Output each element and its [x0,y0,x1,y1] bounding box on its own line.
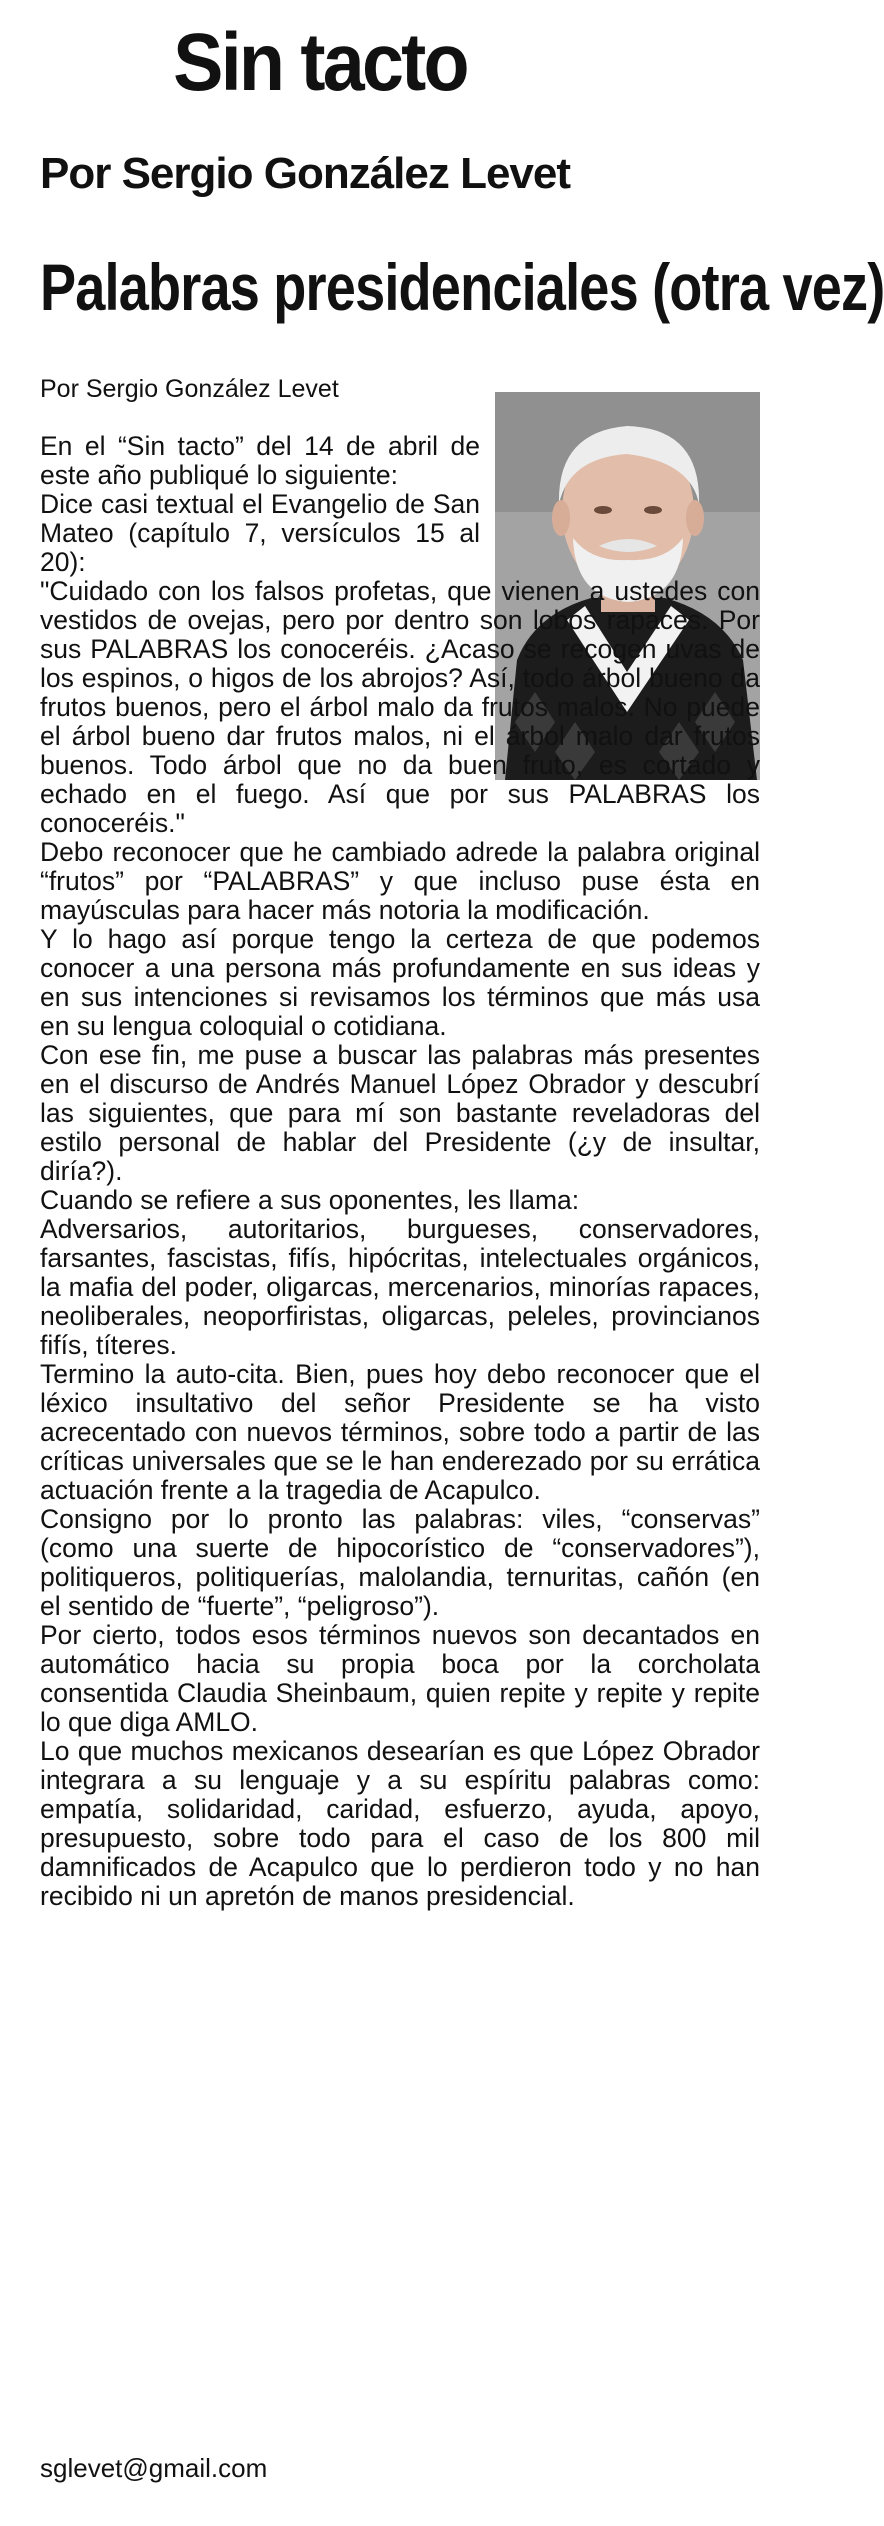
column-title: Sin tacto [173,17,467,108]
paragraph: Y lo hago así porque tengo la certeza de que podemos conocer a una persona más profundamente en sus ideas y en sus intenciones si revisamos los términos que más usa en su lengua coloquial o cotidiana. [40,924,760,1041]
paragraph: Por cierto, todos esos términos nuevos son decantados en automático hacia su propia boca por la corcholata consentida Claudia Sheinbaum, quien repite y repite y repite lo que diga AMLO. [40,1620,760,1737]
paragraph: Adversarios, autoritarios, burgueses, conservadores, farsantes, fascistas, fifís, hipócritas, intelectuales orgánicos, la mafia del poder, oligarcas, mercenarios, minorías rapaces, neoliberales, neoporfiristas, oligarcas, peleles, provincianos fifís, títeres. [40,1214,760,1360]
paragraph: Debo reconocer que he cambiado adrede la palabra original “frutos” por “PALABRAS” y que incluso puse ésta en mayúsculas para hacer más notoria la modificación. [40,837,760,925]
paragraph: Con ese fin, me puse a buscar las palabras más presentes en el discurso de Andrés Manuel López Obrador y descubrí las siguientes, que para mí son bastante reveladoras del estilo personal de hablar del Presidente (¿y de insultar, diría?). [40,1040,760,1186]
article-body [40,432,760,1911]
article-byline: Por Sergio González Levet [40,375,339,403]
paragraph: Dice casi textual el Evangelio de San Mateo (capítulo 7, versículos 15 al 20): [40,489,480,577]
paragraph: Consigno por lo pronto las palabras: viles, “conservas” (como una suerte de hipocorístico de “conservadores”), politiqueros, politiquerías, malolandia, ternuritas, cañón (en el sentido de “fuerte”, “peligroso”). [40,1504,760,1621]
paragraph: Lo que muchos mexicanos desearían es que López Obrador integrara a su lenguaje y a su espíritu palabras como: empatía, solidaridad, caridad, esfuerzo, ayuda, apoyo, presupuesto, sobre todo para el caso de los 800 mil damnificados de Acapulco que lo perdieron todo y no han recibido ni un apretón de manos presidencial. [40,1736,760,1911]
author-email: sglevet@gmail.com [40,2453,268,2483]
article-headline: Palabras presidenciales (otra vez) [40,250,884,324]
paragraph: "Cuidado con los falsos profetas, que vienen a ustedes con vestidos de ovejas, pero por dentro son lobos rapaces. Por sus PALABRAS los conoceréis. ¿Acaso se recogen uvas de los espinos, o higos de los abrojos? Así, todo árbol bueno da frutos buenos, pero el árbol malo da frutos malos. No puede el árbol bueno dar frutos malos, ni el árbol malo dar frutos buenos. Todo árbol que no da buen fruto, es cortado y echado en el fuego. Así que por sus PALABRAS los conoceréis." [40,576,760,838]
paragraph: Cuando se refiere a sus oponentes, les llama: [40,1185,580,1215]
paragraph: Termino la auto-cita. Bien, pues hoy debo reconocer que el léxico insultativo del señor Presidente se ha visto acrecentado con nuevos términos, sobre todo a partir de las críticas universales que se le han enderezado por su errática actuación frente a la tragedia de Acapulco. [40,1359,760,1505]
header-byline: Por Sergio González Levet [40,149,571,198]
paragraph: En el “Sin tacto” del 14 de abril de este año publiqué lo siguiente: [40,431,480,490]
